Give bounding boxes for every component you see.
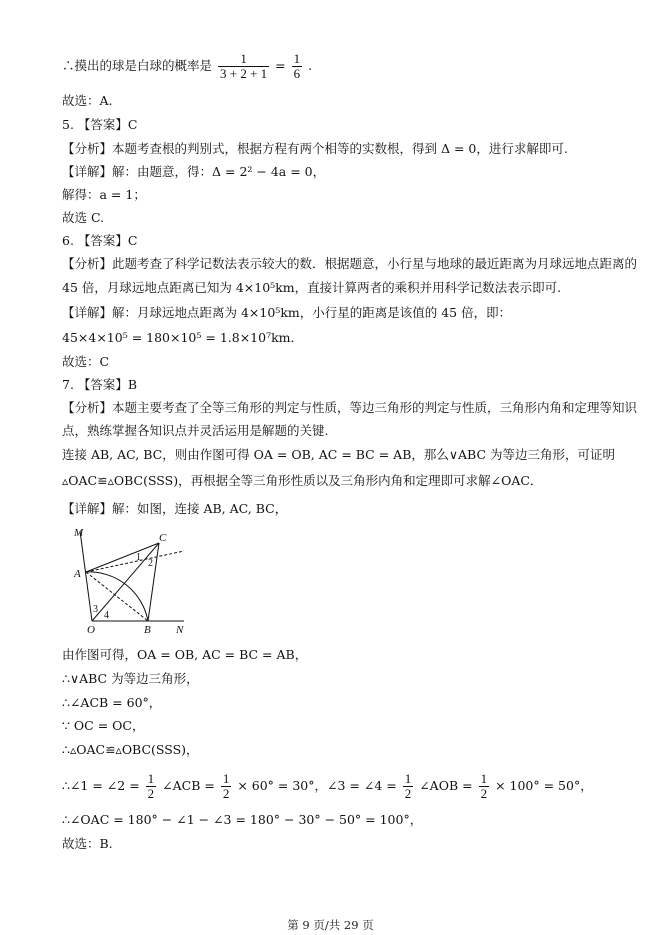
- fraction-denominator: 2: [480, 786, 488, 801]
- text-segment: ∴∠1 = ∠2 =: [62, 778, 140, 793]
- label-o: O: [87, 624, 95, 636]
- solution-text: 【详解】解：如图，连接 AB, AC, BC，: [62, 501, 288, 516]
- analysis-text: 【分析】本题考查根的判别式，根据方程有两个相等的实数根，得到 Δ = 0，进行求解即可.: [62, 141, 568, 156]
- solution-text: ∴∠OAC = 180° − ∠1 − ∠3 = 180° − 30° − 50° = 100°，: [62, 812, 423, 827]
- fraction-denominator: 2: [404, 786, 412, 801]
- question-header: 6. 【答案】C: [62, 233, 138, 248]
- solution-text: 【详解】解：月球远地点距离为 4×10⁵km，小行星的距离是该值的 45 倍，即：: [62, 305, 512, 320]
- geometry-figure: [66, 525, 196, 640]
- angle-label-3: 3: [93, 604, 98, 615]
- fraction: [146, 772, 157, 801]
- segment-oc: [92, 543, 159, 621]
- fraction-numerator: 1: [404, 771, 412, 786]
- fraction: [479, 772, 490, 801]
- angle-label-2: 2: [148, 558, 153, 569]
- solution-text: ∴▵OAC≌▵OBC(SSS)，: [62, 742, 199, 757]
- fraction-numerator: 1: [147, 771, 155, 786]
- angle-label-1: 1: [136, 552, 141, 563]
- solution-text: ∴∠ACB = 60°，: [62, 695, 162, 710]
- solution-text: 45×4×10⁵ = 180×10⁵ = 1.8×10⁷km．: [62, 330, 304, 345]
- solution-text: 【详解】解：由题意，得：Δ = 2² − 4a = 0，: [62, 164, 326, 179]
- analysis-text: 连接 AB, AC, BC，则由作图可得 OA = OB, AC = BC = AB，那么∨ABC 为等边三角形，可证明: [62, 447, 616, 462]
- text-segment: .: [308, 58, 313, 73]
- segment-bc: [148, 543, 159, 621]
- label-a: A: [74, 568, 81, 580]
- label-c: C: [159, 532, 167, 544]
- fraction-denominator: 6: [293, 66, 301, 81]
- solution-text: ∴∨ABC 为等边三角形，: [62, 671, 199, 686]
- label-m: M: [74, 527, 84, 539]
- solution-text: 解得：a = 1；: [62, 187, 146, 202]
- fraction: [292, 52, 303, 81]
- fraction: [403, 772, 414, 801]
- ray-om: [80, 531, 92, 621]
- equals-sign: =: [275, 58, 286, 73]
- analysis-text: 【分析】此题考查了科学记数法表示较大的数．根据题意，小行星与地球的最近距离为月球远地点距离的: [62, 256, 638, 271]
- analysis-text: ▵OAC≌▵OBC(SSS)，再根据全等三角形性质以及三角形内角和定理即可求解∠OAC．: [62, 473, 543, 488]
- fraction-denominator: 3 + 2 + 1: [220, 66, 268, 81]
- label-n: N: [176, 624, 184, 636]
- analysis-text: 点，熟练掌握各知识点并灵活运用是解题的关键.: [62, 423, 329, 438]
- fraction-numerator: 1: [218, 52, 269, 67]
- answer-choice: 故选 C.: [62, 210, 105, 225]
- text-segment: ∠ACB =: [162, 778, 215, 793]
- question-header: 7. 【答案】B: [62, 377, 138, 392]
- fraction: [221, 772, 232, 801]
- text-segment: × 60° = 30°，∠3 = ∠4 =: [237, 778, 397, 793]
- angle-label-4: 4: [104, 610, 109, 621]
- page-footer: 第 9 页/共 29 页: [287, 918, 374, 932]
- answer-choice: 故选：C: [62, 354, 110, 369]
- answer-choice: 故选：B.: [62, 836, 113, 851]
- text-segment: × 100° = 50°，: [495, 778, 593, 793]
- solution-text: ∵ OC = OC，: [62, 718, 145, 733]
- solution-text: 由作图可得，OA = OB, AC = BC = AB，: [62, 647, 308, 662]
- question-header: 5. 【答案】C: [62, 117, 138, 132]
- analysis-text: 【分析】本题主要考查了全等三角形的判定与性质，等边三角形的判定与性质，三角形内角和定理等知识: [62, 400, 638, 415]
- probability-line: [62, 52, 312, 81]
- fraction-numerator: 1: [293, 51, 301, 66]
- fraction-denominator: 2: [147, 786, 155, 801]
- text-segment: ∠AOB =: [419, 778, 473, 793]
- analysis-text: 45 倍，月球远地点距离已知为 4×10⁵km，直接计算两者的乘积并用科学记数法表示即可.: [62, 280, 562, 295]
- label-b: B: [144, 624, 151, 636]
- answer-choice: 故选：A.: [62, 93, 113, 108]
- dashed-line: [86, 551, 184, 572]
- fraction-denominator: 2: [222, 786, 230, 801]
- angle-calculation-line: [62, 772, 593, 801]
- fraction: [218, 52, 269, 81]
- fraction-numerator: 1: [222, 771, 230, 786]
- fraction-numerator: 1: [480, 771, 488, 786]
- text-segment: ∴摸出的球是白球的概率是: [62, 58, 213, 73]
